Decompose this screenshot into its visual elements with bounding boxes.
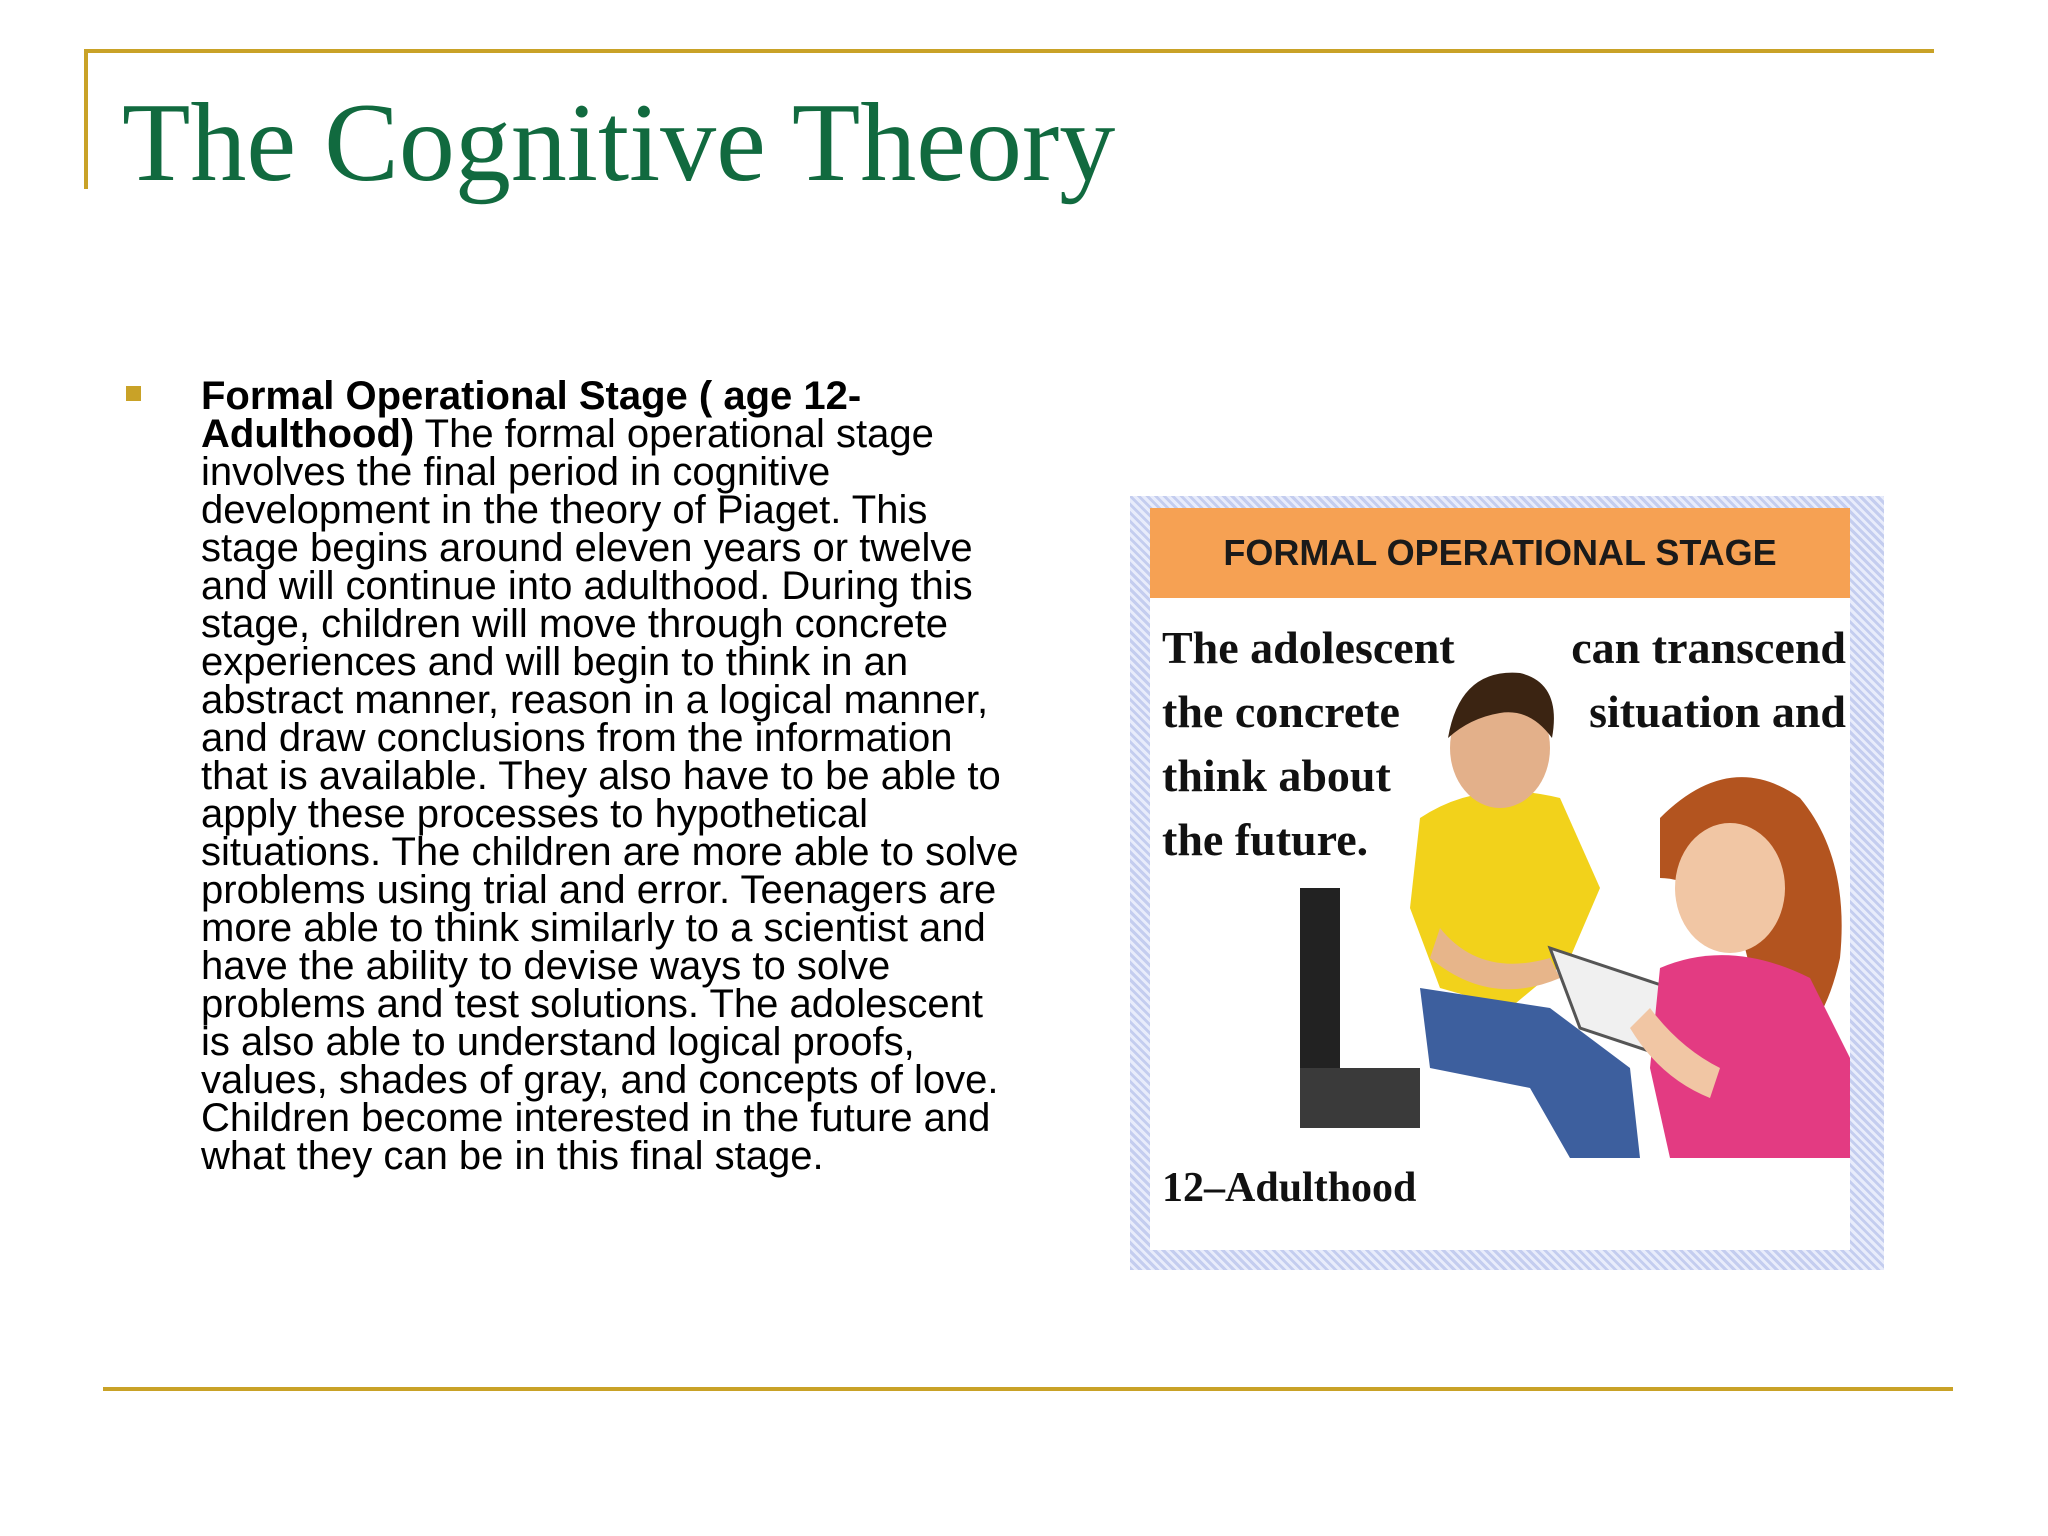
slide-title: The Cognitive Theory [122,81,1116,205]
square-bullet-icon [126,386,141,401]
top-rule [84,49,1934,53]
caption-left: The adolescent the concrete think about the future. [1162,622,1455,865]
figure-banner-label: FORMAL OPERATIONAL STAGE [1223,532,1777,573]
caption-age: 12–Adulthood [1162,1165,1417,1211]
bullet-body: The formal operational stage involves the final period in cognitive development in the theory of Piaget. This stage begins around eleven years or twelve and will continue into adulthood. During this stage, children will move through concrete experiences and will begin to think in an abstract manner, reason in a logical manner, and draw conclusions from the information that is available. They also have to be able to apply these processes to hypothetical situations. The children are more able to solve problems using trial and error. Teenagers are more able to think similarly to a scientist and have the ability to devise ways to solve problems and test solutions. The adolescent is also able to understand logical proofs, values, shades of gray, and concepts of love. Children become interested in the future and what they can be in this final stage. [201,412,1019,1178]
figure-banner [1150,508,1850,598]
bullet-paragraph [201,374,1021,1178]
bottom-rule [103,1387,1953,1391]
left-rule [84,49,88,189]
bullet-lead: Formal Operational Stage ( age 12-Adulthood) [201,374,862,456]
figure-panel [1150,508,1850,1250]
caption-right: can transcend situation and [1571,622,1846,737]
stage-illustration-figure [1130,496,1884,1270]
